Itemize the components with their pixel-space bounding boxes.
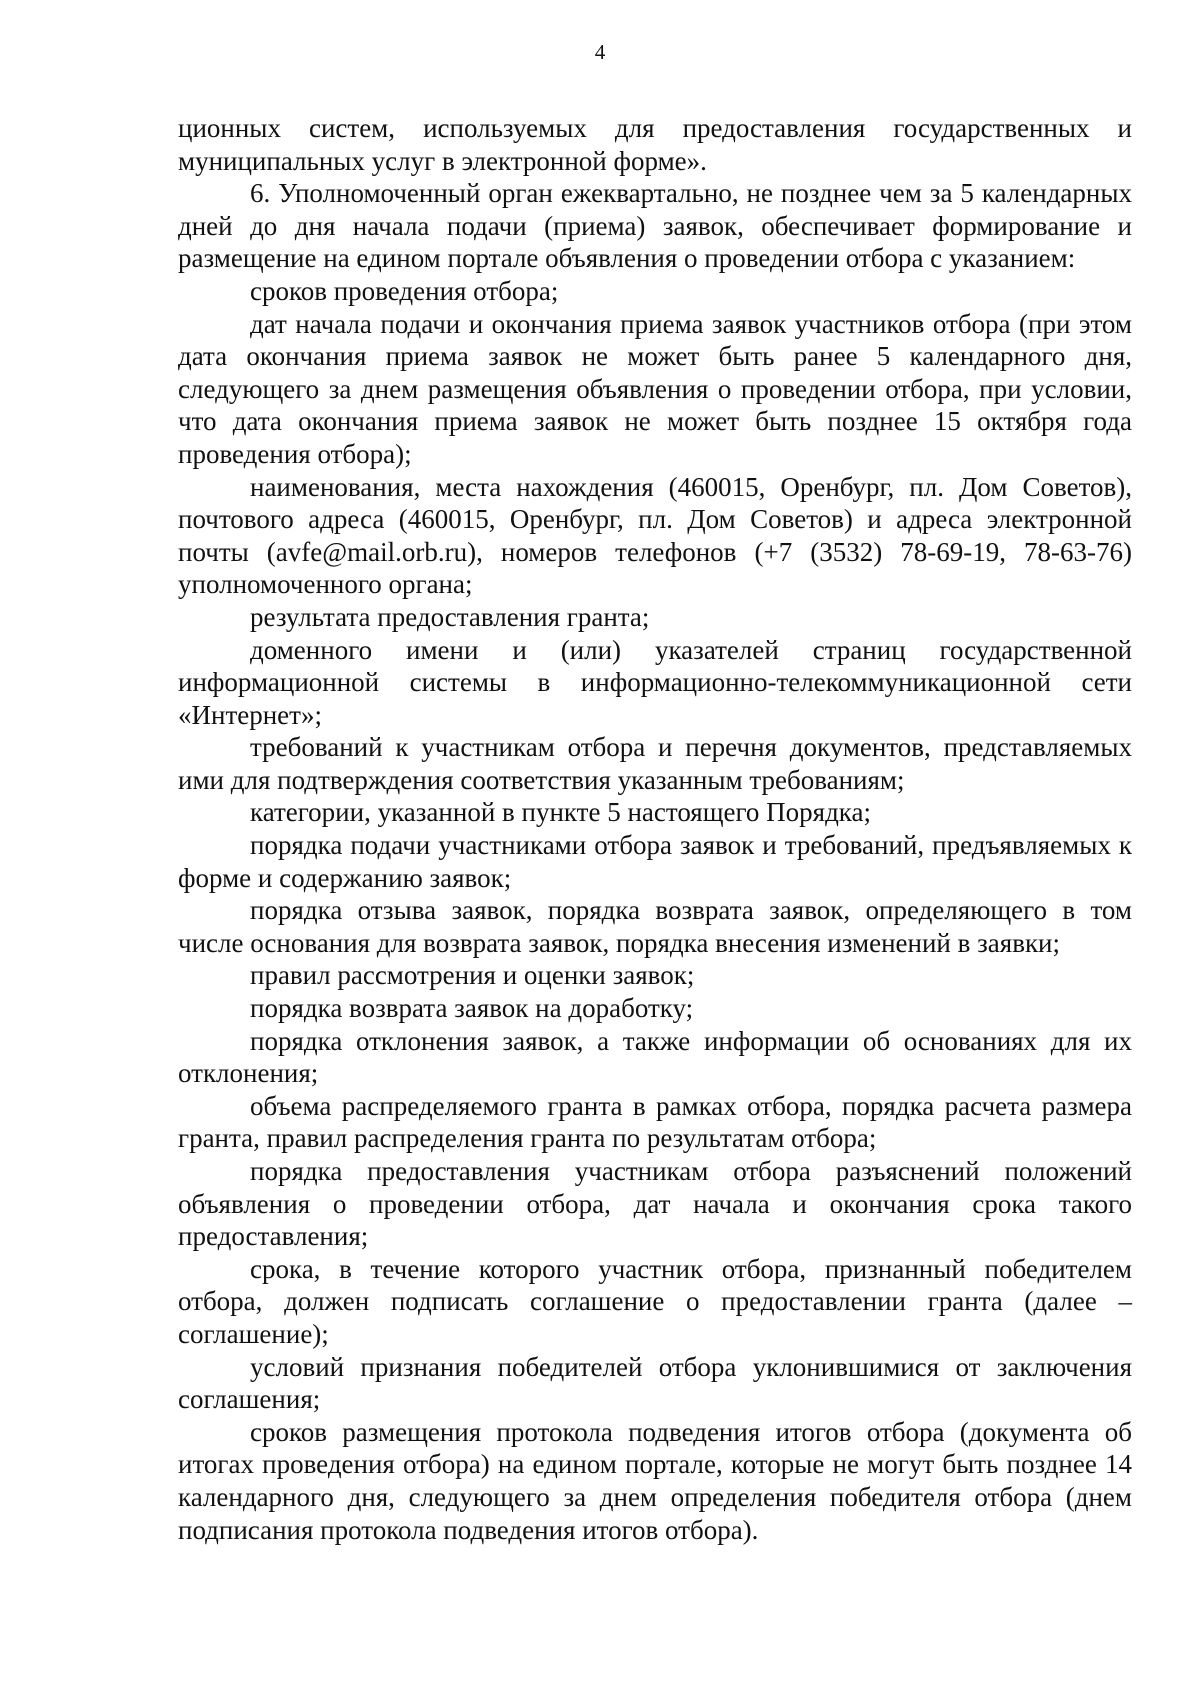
list-item: порядка подачи участниками отбора заявок и требований, предъявляемых к форме и содержанию заявок; (178, 830, 1132, 893)
list-item: результата предоставления гранта; (250, 601, 650, 632)
list-item: сроков размещения протокола подведения итогов отбора (документа об итогах проведения отбора) на едином портале, которые не могут быть позднее 14 календарного дня, следующего за днем определения победителя отбора (днем подписания протокола подведения итогов отбора). (178, 1416, 1132, 1545)
list-item: требований к участникам отбора и перечня документов, представляемых ими для подтверждения соответствия указанным требованиям; (178, 732, 1132, 795)
paragraph-continuation: ционных систем, используемых для предоставления государственных и муниципальных услуг в электронной форме». (178, 113, 1132, 176)
paragraph-item-6-intro: 6. Уполномоченный орган ежеквартально, не позднее чем за 5 календарных дней до дня начала подачи (приема) заявок, обеспечивает формирование и размещение на едином портале объявления о проведении отбора с указанием: (178, 178, 1132, 274)
list-item: доменного имени и (или) указателей страниц государственной информационной системы в информационно-телекоммуникационной сети «Интернет»; (178, 634, 1132, 730)
list-item: наименования, места нахождения (460015, Оренбург, пл. Дом Советов), почтового адреса (460015, Оренбург, пл. Дом Советов) и адреса электронной почты (avfe@mail.orb.ru), номеров телефонов (+7 (3532) 78-69-19, 78-63-76) уполномоченного органа; (178, 471, 1132, 600)
document-body (178, 112, 1132, 1546)
list-item: дат начала подачи и окончания приема заявок участников отбора (при этом дата окончания приема заявок не может быть ранее 5 календарного дня, следующего за днем размещения объявления о проведении отбора, при условии, что дата окончания приема заявок не может быть позднее 15 октября года проведения отбора); (178, 308, 1132, 469)
page-number: 4 (594, 40, 606, 64)
list-item: порядка отзыва заявок, порядка возврата заявок, определяющего в том числе основания для возврата заявок, порядка внесения изменений в заявки; (178, 895, 1132, 958)
list-item: порядка предоставления участникам отбора разъяснений положений объявления о проведении отбора, дат начала и окончания срока такого предоставления; (178, 1156, 1132, 1252)
list-item: срока, в течение которого участник отбора, признанный победителем отбора, должен подписать соглашение о предоставлении гранта (далее – соглашение); (178, 1253, 1132, 1349)
list-item: порядка отклонения заявок, а также информации об основаниях для их отклонения; (178, 1025, 1132, 1089)
list-item: порядка возврата заявок на доработку; (250, 993, 694, 1024)
list-item: категории, указанной в пункте 5 настоящего Порядка; (250, 797, 871, 828)
list-item: сроков проведения отбора; (250, 275, 559, 306)
list-item: условий признания победителей отбора уклонившимися от заключения соглашения; (178, 1351, 1132, 1415)
list-item: правил рассмотрения и оценки заявок; (250, 960, 695, 991)
list-item: объема распределяемого гранта в рамках отбора, порядка расчета размера гранта, правил распределения гранта по результатам отбора; (178, 1090, 1132, 1154)
